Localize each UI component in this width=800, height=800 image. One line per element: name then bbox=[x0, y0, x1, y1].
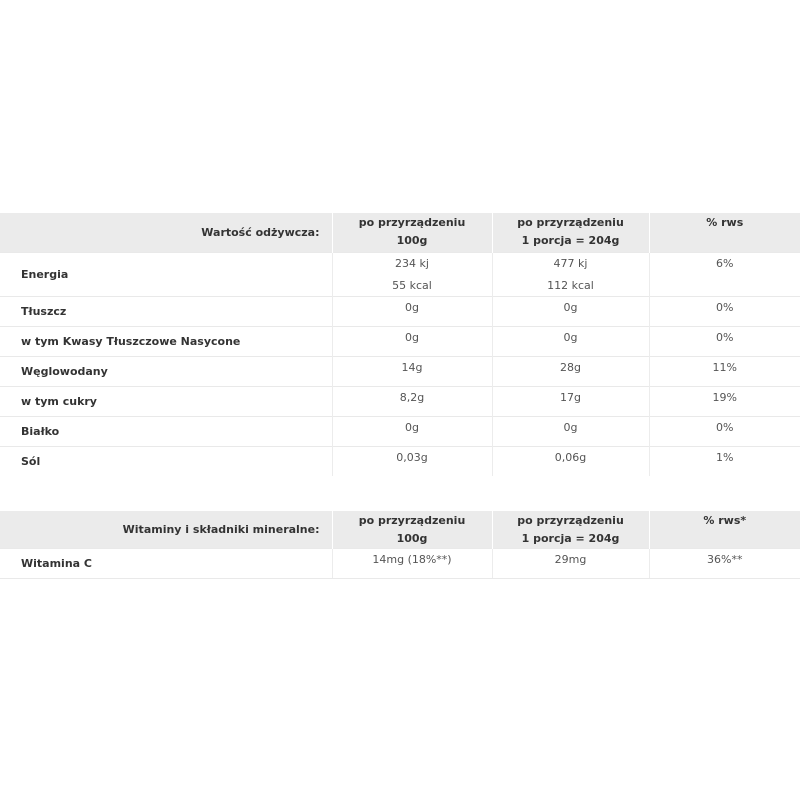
nutrition-header-row bbox=[0, 213, 800, 252]
row-rws: 19% bbox=[649, 386, 800, 416]
header-per-100g bbox=[332, 511, 492, 549]
value-kcal: 112 kcal bbox=[547, 278, 594, 292]
table-row bbox=[0, 326, 800, 356]
header-per-portion bbox=[492, 213, 649, 252]
table-row bbox=[0, 416, 800, 446]
row-per-100g: 8,2g bbox=[332, 386, 492, 416]
vitamins-header-row bbox=[0, 511, 800, 549]
table-row bbox=[0, 549, 800, 579]
row-per-portion bbox=[492, 252, 649, 296]
row-rws bbox=[649, 252, 800, 296]
header-per-portion-line2: 1 porcja = 204g bbox=[521, 234, 620, 247]
header-per-portion-line1: po przyrządzeniu bbox=[517, 216, 624, 229]
row-name: w tym cukry bbox=[0, 386, 332, 416]
nutrition-header-label: Wartość odżywcza: bbox=[0, 213, 332, 252]
value-kcal: 55 kcal bbox=[392, 278, 432, 292]
row-rws: 0% bbox=[649, 416, 800, 446]
header-rws: % rws* bbox=[649, 511, 800, 549]
row-name: Węglowodany bbox=[0, 356, 332, 386]
row-per-portion: 0g bbox=[492, 416, 649, 446]
row-per-100g: 0g bbox=[332, 296, 492, 326]
row-per-portion: 0g bbox=[492, 326, 649, 356]
table-row bbox=[0, 356, 800, 386]
header-per-100g-line2: 100g bbox=[396, 234, 428, 247]
row-per-100g: 0g bbox=[332, 416, 492, 446]
row-rws: 0% bbox=[649, 296, 800, 326]
nutrition-table bbox=[0, 213, 800, 476]
header-per-portion bbox=[492, 511, 649, 549]
row-name: Witamina C bbox=[0, 549, 332, 579]
header-per-100g-line1: po przyrządzeniu bbox=[358, 514, 466, 527]
header-rws: % rws bbox=[649, 213, 800, 252]
row-per-portion: 28g bbox=[492, 356, 649, 386]
row-name: Sól bbox=[0, 446, 332, 476]
row-rws: 11% bbox=[649, 356, 800, 386]
table-row bbox=[0, 252, 800, 296]
header-per-portion-line1: po przyrządzeniu bbox=[517, 514, 624, 527]
row-per-100g: 0,03g bbox=[332, 446, 492, 476]
row-name: Tłuszcz bbox=[0, 296, 332, 326]
row-per-100g: 14g bbox=[332, 356, 492, 386]
value-kj: 477 kj bbox=[553, 256, 588, 270]
header-per-100g-line1: po przyrządzeniu bbox=[358, 216, 466, 229]
value-rws: 6% bbox=[716, 256, 734, 270]
vitamins-table bbox=[0, 511, 800, 579]
row-rws: 36%** bbox=[649, 549, 800, 579]
row-rws: 0% bbox=[649, 326, 800, 356]
table-row bbox=[0, 296, 800, 326]
header-per-100g bbox=[332, 213, 492, 252]
row-per-portion: 17g bbox=[492, 386, 649, 416]
row-per-portion: 0,06g bbox=[492, 446, 649, 476]
vitamins-header-label: Witaminy i składniki mineralne: bbox=[0, 511, 332, 549]
row-name: Białko bbox=[0, 416, 332, 446]
table-row bbox=[0, 446, 800, 476]
row-name: Energia bbox=[0, 252, 332, 296]
header-per-portion-line2: 1 porcja = 204g bbox=[521, 532, 620, 545]
row-per-100g: 14mg (18%**) bbox=[332, 549, 492, 579]
row-name: w tym Kwasy Tłuszczowe Nasycone bbox=[0, 326, 332, 356]
table-row bbox=[0, 386, 800, 416]
row-per-100g: 0g bbox=[332, 326, 492, 356]
row-per-portion: 0g bbox=[492, 296, 649, 326]
value-kj: 234 kj bbox=[395, 256, 429, 270]
row-per-100g bbox=[332, 252, 492, 296]
row-per-portion: 29mg bbox=[492, 549, 649, 579]
header-per-100g-line2: 100g bbox=[396, 532, 428, 545]
row-rws: 1% bbox=[649, 446, 800, 476]
